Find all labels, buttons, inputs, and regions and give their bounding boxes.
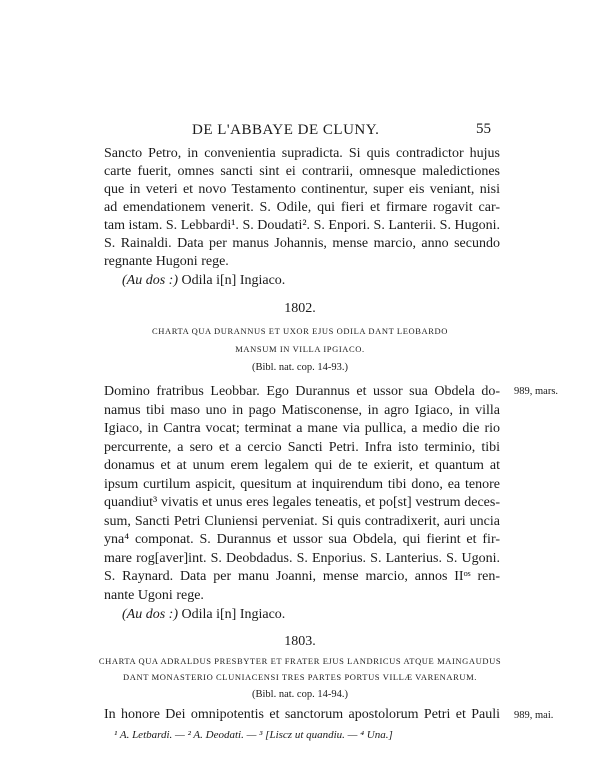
text-line: Sancto Petro, in convenientia supradicta. Si quis contradictor hujus	[104, 146, 500, 161]
margin-date: 989, mars.	[514, 386, 559, 397]
text-line: quandiut³ vivatis et unus eres legales teneatis, et po[st] vestrum deces-	[104, 495, 500, 510]
charter-title: CHARTA QUA ADRALDUS PRESBYTER ET FRATER EJUS LANDRICUS ATQUE MAINGAUDUS	[98, 656, 502, 666]
text-line: sum, Sancti Petri Cluniensi perveniat. Si quis contradixerit, auri uncia	[104, 514, 500, 529]
footnotes: ¹ A. Letbardi. — ² A. Deodati. — ³ [Liscz ut quandiu. — ⁴ Una.]	[114, 729, 393, 741]
charter-source: (Bibl. nat. cop. 14-94.)	[252, 689, 348, 700]
dorsal-note	[122, 607, 518, 623]
dorsal-note	[122, 273, 518, 289]
text-line: donamus et at unum erem legalem qui de te exierit, et quantum at	[104, 458, 500, 473]
dorsal-text: Odila i[n] Ingiaco.	[181, 273, 286, 288]
dorsal-label: (Au dos :)	[122, 273, 178, 288]
text-line: ad emendationem venerit. S. Odile, qui fieri et firmare rogavit car-	[104, 200, 500, 215]
running-header: DE L'ABBAYE DE CLUNY.	[192, 122, 380, 138]
charter-title: MANSUM IN VILLA IPGIACO.	[235, 344, 365, 354]
text-line: S. Rainaldi. Data per manus Johannis, mense marcio, anno secundo	[104, 236, 500, 251]
text-line: mare rog[aver]int. S. Deobdadus. S. Enporius. S. Lanterius. S. Ugoni.	[104, 551, 500, 566]
charter-number: 1802.	[284, 301, 316, 316]
charter-number: 1803.	[284, 634, 316, 649]
text-line: tam istam. S. Lebbardi¹. S. Doudati². S. Enpori. S. Lanterii. S. Hugoni.	[104, 218, 500, 233]
text-line: S. Raynard. Data per manu Joanni, mense marcio, annos IIᵒˢ ren-	[104, 569, 500, 584]
text-line: Igiaco, in Cantra vocat; terminat a mane via pullica, a medio die rio	[104, 421, 500, 436]
text-line: yna⁴ componat. S. Durannus et ussor sua Obdela, qui fierint et fir-	[104, 532, 500, 547]
text-line: nante Ugoni rege.	[104, 588, 204, 603]
charter-source: (Bibl. nat. cop. 14-93.)	[252, 362, 348, 373]
text-line: In honore Dei omnipotentis et sanctorum apostolorum Petri et Pauli	[104, 707, 500, 722]
text-line: que in veteri et novo Testamento continentur, super eis veniant, nisi	[104, 182, 500, 197]
text-line: regnante Hugoni rege.	[104, 254, 229, 269]
text-line: percurrente, a sero et a cercio Sancti Petri. Infra isto terminio, tibi	[104, 440, 500, 455]
text-line: ipsum curtilum aspicit, quesitum at inquirendum tibi dono, ea tenore	[104, 477, 500, 492]
text-line: namus tibi maso uno in pago Matisconense, in agro Igiaco, in villa	[104, 403, 500, 418]
text-line: Domino fratribus Leobbar. Ego Durannus et ussor sua Obdela do-	[104, 384, 500, 399]
dorsal-text: Odila i[n] Ingiaco.	[181, 607, 286, 622]
text-line: carte fuerit, omnes sancti sint ei contrarii, omnesque maledictiones	[104, 164, 500, 179]
dorsal-label: (Au dos :)	[122, 607, 178, 622]
margin-date: 989, mai.	[514, 710, 554, 721]
page-number: 55	[476, 121, 491, 137]
charter-title: CHARTA QUA DURANNUS ET UXOR EJUS ODILA DANT LEOBARDO	[151, 326, 449, 336]
charter-title: DANT MONASTERIO CLUNIACENSI TRES PARTES PORTUS VILLÆ VARENARUM.	[123, 672, 477, 682]
